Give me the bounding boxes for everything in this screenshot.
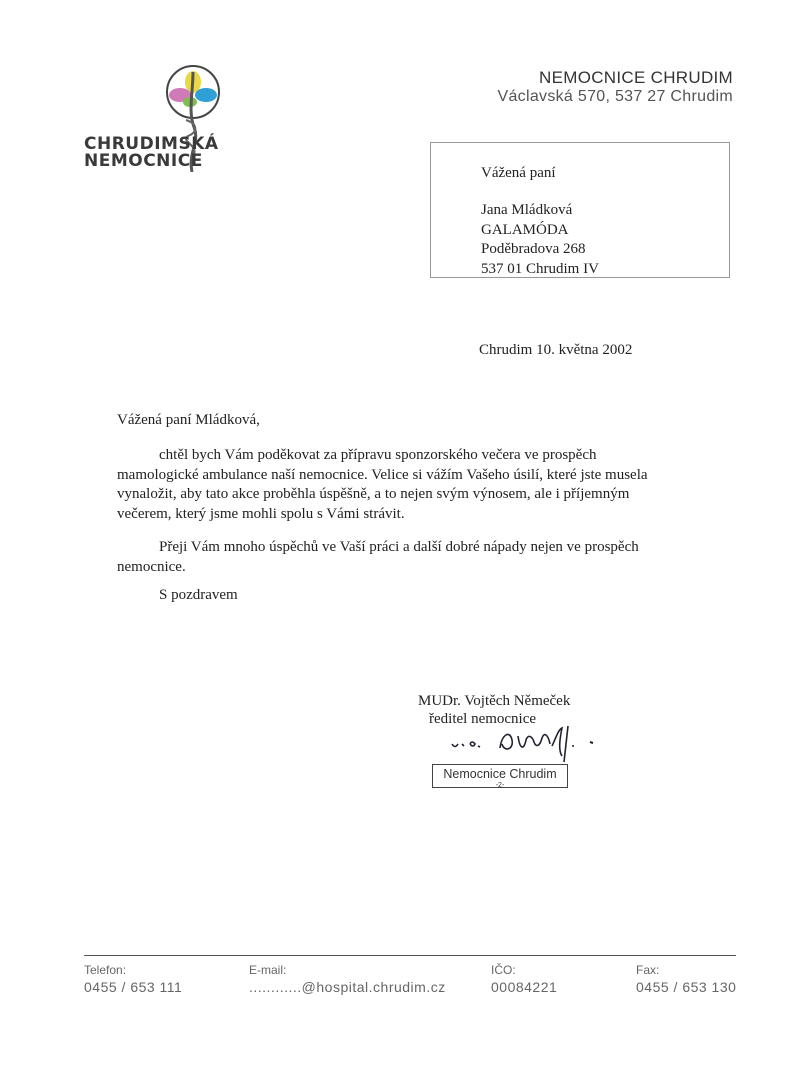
recipient-address-box bbox=[430, 142, 730, 278]
signer-name: MUDr. Vojtěch Němeček bbox=[418, 693, 571, 709]
paragraph-line: večerem, který jsme mohli spolu s Vámi strávit. bbox=[117, 505, 405, 522]
logo-line-2: NEMOCNICE bbox=[84, 151, 203, 171]
recipient-name: Jana Mládková bbox=[481, 202, 573, 218]
recipient-salutation: Vážená paní bbox=[481, 165, 556, 181]
letter-date: Chrudim 10. května 2002 bbox=[479, 342, 633, 358]
stamp-text: Nemocnice Chrudim bbox=[443, 767, 557, 781]
ico-value: 00084221 bbox=[491, 979, 558, 995]
letter-salutation: Vážená paní Mládková, bbox=[117, 412, 260, 428]
recipient-address-lines bbox=[481, 201, 599, 279]
recipient-city: 537 01 Chrudim IV bbox=[481, 260, 599, 277]
ico-label: IČO: bbox=[491, 963, 516, 977]
paragraph-line: Přeji Vám mnoho úspěchů ve Vaší práci a další dobré nápady nejen ve prospěch bbox=[159, 539, 639, 555]
paragraph-line: mamologické ambulance naší nemocnice. Velice si vážím Vašeho úsilí, které jste musela bbox=[117, 466, 648, 483]
logo-line-1: CHRUDIMSKÁ bbox=[84, 134, 219, 154]
footer-divider bbox=[84, 955, 736, 956]
recipient-company: GALAMÓDA bbox=[481, 221, 569, 238]
letter-paragraph-1 bbox=[117, 446, 677, 524]
paragraph-line: nemocnice. bbox=[117, 558, 186, 575]
footer-email bbox=[249, 963, 446, 996]
paragraph-line: chtěl bych Vám poděkovat za přípravu sponzorského večera ve prospěch bbox=[159, 447, 597, 463]
paragraph-line: vynaložit, aby tato akce proběhla úspěšně, a to nejen svým výnosem, ale i příjemným bbox=[117, 486, 630, 502]
fax-label: Fax: bbox=[636, 963, 660, 977]
hospital-address: Václavská 570, 537 27 Chrudim bbox=[497, 88, 733, 105]
footer-phone bbox=[84, 963, 182, 996]
stamp-number: -2- bbox=[495, 782, 505, 789]
recipient-street: Poděbradova 268 bbox=[481, 241, 586, 257]
phone-value: 0455 / 653 111 bbox=[84, 979, 183, 995]
phone-label: Telefon: bbox=[84, 963, 127, 977]
hospital-stamp bbox=[432, 764, 568, 788]
handwritten-signature-icon bbox=[440, 716, 610, 766]
letter-paragraph-2 bbox=[117, 538, 677, 577]
email-label: E-mail: bbox=[249, 963, 287, 977]
signer-title: ředitel nemocnice bbox=[429, 711, 537, 727]
footer-ico bbox=[491, 963, 557, 996]
hospital-name: NEMOCNICE CHRUDIM bbox=[539, 68, 733, 87]
footer-fax bbox=[636, 963, 736, 996]
hospital-logo-text bbox=[84, 136, 244, 170]
fax-value: 0455 / 653 130 bbox=[636, 979, 737, 995]
letter-closing: S pozdravem bbox=[159, 587, 238, 603]
email-value: ............@hospital.chrudim.cz bbox=[249, 979, 446, 995]
